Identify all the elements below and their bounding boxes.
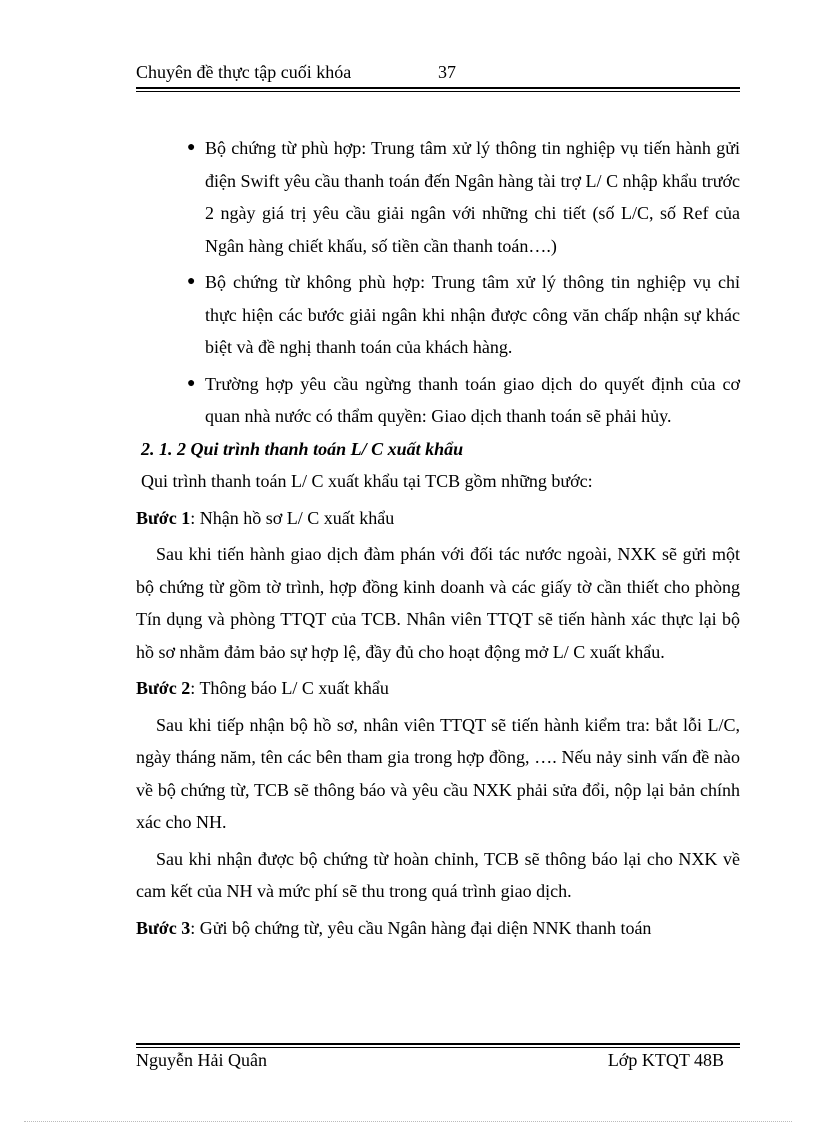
footer-rule-thick [136,1043,740,1045]
header-rule-thick [136,87,740,89]
step-2-paragraph-1: Sau khi tiếp nhận bộ hồ sơ, nhân viên TTQT sẽ tiến hành kiểm tra: bắt lỗi L/C, ngày tháng năm, tên các bên tham gia trong hợp đồng, …. Nếu nảy sinh vấn đề nào về bộ chứng từ, TCB sẽ thông báo và yêu cầu NXK phải sửa đổi, nộp lại bản chính xác cho NH. [136,714,740,832]
step-1-heading [136,502,740,535]
step-2-paragraph-2: Sau khi nhận được bộ chứng từ hoàn chỉnh, TCB sẽ thông báo lại cho NXK về cam kết của NH và mức phí sẽ thu trong quá trình giao dịch. [136,848,740,901]
bullet-icon: ● [187,274,196,289]
step-1-paragraph: Sau khi tiến hành giao dịch đàm phán với đối tác nước ngoài, NXK sẽ gửi một bộ chứng từ gồm tờ trình, hợp đồng kinh doanh và các giấy tờ cần thiết cho phòng Tín dụng và phòng TTQT của TCB. Nhân viên TTQT sẽ tiến hành xác thực lại bộ hồ sơ nhằm đảm bảo sự hợp lệ, đầy đủ cho hoạt động mở L/ C xuất khẩu. [136,544,740,662]
page-edge [24,1121,792,1122]
bullet-icon: ● [187,140,196,155]
page-body [136,132,740,948]
step-2-title: : Thông báo L/ C xuất khẩu [190,678,389,698]
bullet-icon: ● [187,375,196,391]
bullet-list [136,132,740,433]
step-1-label: Bước 1 [136,507,191,528]
step-3-label: Bước 3 [136,917,191,938]
bullet-text: Bộ chứng từ không phù hợp: Trung tâm xử lý thông tin nghiệp vụ chỉ thực hiện các bước giải ngân khi nhận được công văn chấp nhận sự khác biệt và đề nghị thanh toán của khách hàng. [205,272,740,357]
section-heading: 2. 1. 2 Qui trình thanh toán L/ C xuất khẩu [141,438,464,459]
bullet-item [136,266,740,364]
bullet-text: Trường hợp yêu cầu ngừng thanh toán giao dịch do quyết định của cơ quan nhà nước có thẩm quyền: Giao dịch thanh toán sẽ phải hủy. [205,373,740,426]
step-3-heading [136,912,740,945]
bullet-item [136,368,740,433]
step-3-title: : Gửi bộ chứng từ, yêu cầu Ngân hàng đại diện NNK thanh toán [190,917,652,938]
step-2-heading [136,672,740,705]
step-1-title: : Nhận hồ sơ L/ C xuất khẩu [190,507,395,528]
page-footer [136,1050,740,1074]
bullet-text: Bộ chứng từ phù hợp: Trung tâm xử lý thông tin nghiệp vụ tiến hành gửi điện Swift yêu cầu thanh toán đến Ngân hàng tài trợ L/ C nhập khẩu trước 2 ngày giá trị yêu cầu giải ngân với những chi tiết (số L/C, số Ref của Ngân hàng chiết khấu, số tiền cần thanh toán….) [205,138,740,256]
footer-author: Nguyễn Hải Quân [136,1050,267,1070]
footer-rule-thin [136,1047,740,1048]
header-rule-thin [136,91,740,92]
document-title: Chuyên đề thực tập cuối khóa [136,62,352,82]
page-number: 37 [438,62,456,82]
footer-class: Lớp KTQT 48B [607,1050,724,1070]
intro-text: Qui trình thanh toán L/ C xuất khẩu tại TCB gồm những bước: [141,471,593,491]
bullet-item [136,132,740,262]
page-header [136,62,740,86]
step-2-label: Bước 2 [136,678,191,698]
